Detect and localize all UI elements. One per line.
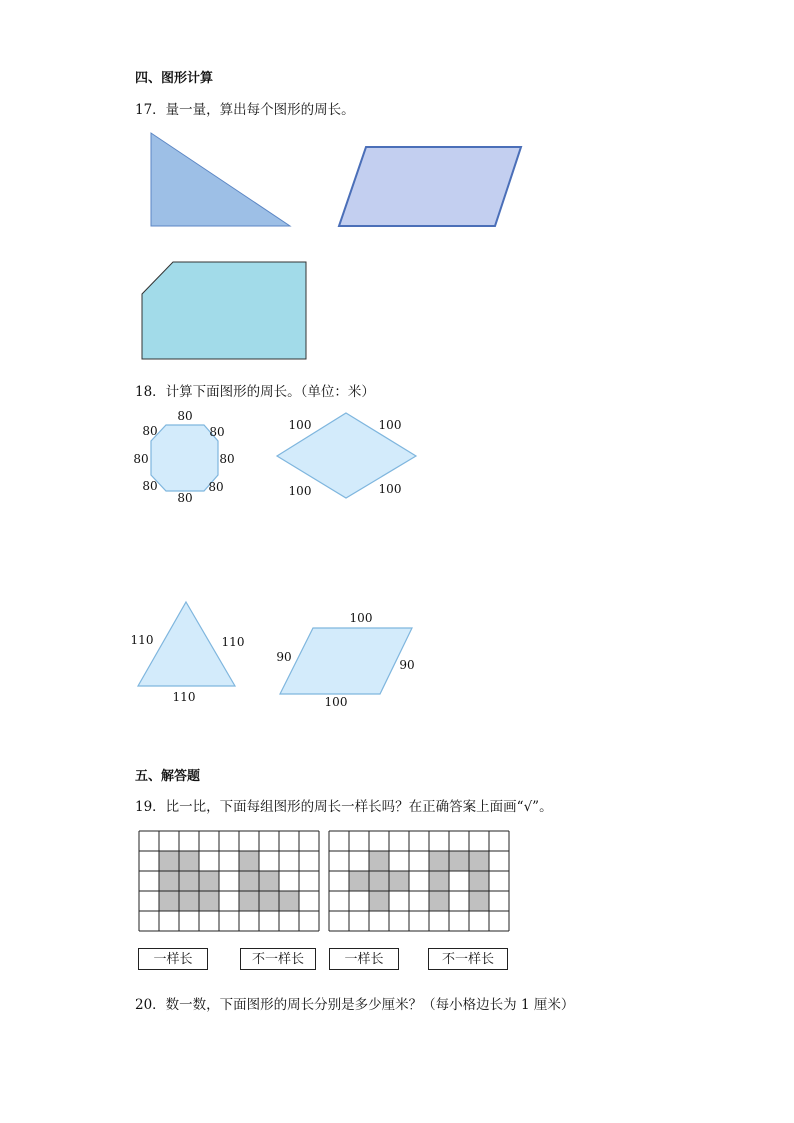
section-title-4: 四、图形计算 (135, 71, 214, 86)
shaded-grid-cell (239, 891, 259, 911)
shaded-grid-cell (179, 851, 199, 871)
shaded-grid-cell (449, 851, 469, 871)
rhombus-label-top-right: 100 (378, 418, 402, 432)
shaded-grid-cell (239, 871, 259, 891)
shaded-grid-cell (369, 891, 389, 911)
question-19: 19．比一比，下面每组图形的周长一样长吗？在正确答案上面画“√”。 (135, 799, 553, 815)
shaded-grid-cell (429, 871, 449, 891)
parallelogram-label-bottom: 100 (324, 695, 348, 709)
shaded-grid-cell (429, 851, 449, 871)
octagon-label-top-left: 80 (142, 424, 158, 438)
shaded-grid-cell (279, 891, 299, 911)
octagon-label-bottom: 80 (177, 491, 193, 505)
option-different-length-1[interactable]: 不一样长 (240, 948, 316, 970)
shaded-grid-cell (259, 871, 279, 891)
shaded-grid-cell (389, 871, 409, 891)
parallelogram-label-left: 90 (276, 650, 292, 664)
octagon-label-top-right: 80 (209, 425, 225, 439)
octagon-label-top: 80 (177, 409, 193, 423)
shaded-grid-cell (259, 891, 279, 911)
shaded-grid-cell (369, 871, 389, 891)
shaded-grid-cell (469, 871, 489, 891)
shaded-grid-cell (179, 871, 199, 891)
grid-pair-2 (329, 831, 509, 931)
option-same-length-2[interactable]: 一样长 (329, 948, 399, 970)
question-18: 18．计算下面图形的周长。（单位：米） (135, 384, 375, 400)
shaded-grid-cell (159, 871, 179, 891)
question-20: 20．数一数，下面图形的周长分别是多少厘米？（每小格边长为 1 厘米） (135, 997, 575, 1013)
shaded-grid-cell (159, 851, 179, 871)
shaded-grid-cell (469, 891, 489, 911)
rhombus-label-top-left: 100 (288, 418, 312, 432)
shaded-grid-cell (349, 871, 369, 891)
shaded-grid-cell (429, 891, 449, 911)
section-title-5: 五、解答题 (135, 769, 201, 784)
shaded-grid-cell (199, 871, 219, 891)
grid-pair-1 (139, 831, 319, 931)
triangle-label-right: 110 (221, 635, 245, 649)
shaded-grid-cell (369, 851, 389, 871)
shaded-grid-cell (179, 891, 199, 911)
option-same-length-1[interactable]: 一样长 (138, 948, 208, 970)
triangle-label-left: 110 (130, 633, 154, 647)
shaded-grid-cell (159, 891, 179, 911)
rhombus-label-bottom-left: 100 (288, 484, 312, 498)
question-17: 17．量一量，算出每个图形的周长。 (135, 102, 355, 118)
parallelogram-label-top: 100 (349, 611, 373, 625)
parallelogram-label-right: 90 (399, 658, 415, 672)
shaded-grid-cell (239, 851, 259, 871)
octagon-label-left: 80 (133, 452, 149, 466)
octagon-label-bottom-right: 80 (208, 480, 224, 494)
shaded-grid-cell (199, 891, 219, 911)
shaded-grid-cell (469, 851, 489, 871)
octagon-label-right: 80 (219, 452, 235, 466)
octagon-label-bottom-left: 80 (142, 479, 158, 493)
option-different-length-2[interactable]: 不一样长 (428, 948, 508, 970)
rhombus-label-bottom-right: 100 (378, 482, 402, 496)
triangle-label-bottom: 110 (172, 690, 196, 704)
